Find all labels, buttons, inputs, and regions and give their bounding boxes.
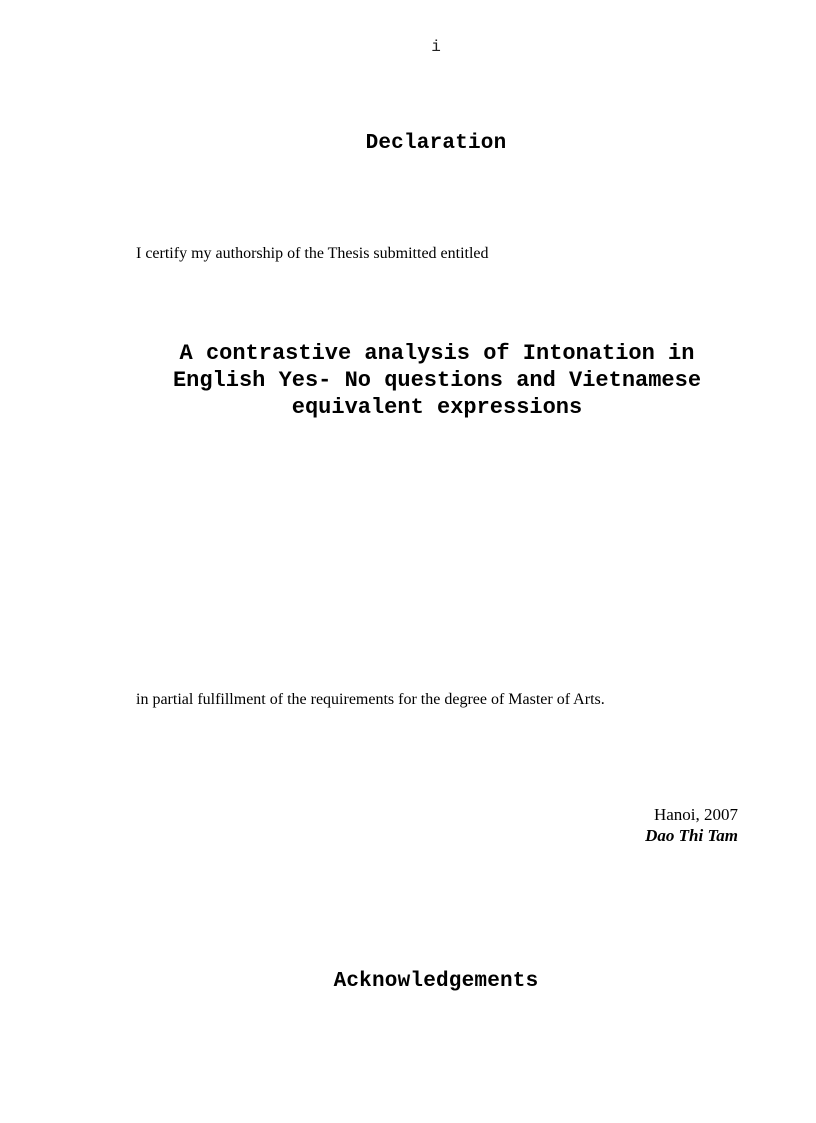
signature-block	[645, 804, 738, 846]
fulfillment-statement: in partial fulfillment of the requirements for the degree of Master of Arts.	[136, 691, 605, 708]
thesis-title: A contrastive analysis of Intonation in English Yes- No questions and Vietnamese equivalent expressions	[172, 341, 702, 420]
place-date: Hanoi, 2007	[653, 805, 738, 824]
acknowledgements-heading: Acknowledgements	[333, 970, 539, 993]
declaration-heading: Declaration	[365, 132, 507, 155]
author-name: Dao Thi Tam	[645, 826, 738, 845]
page-number: i	[431, 38, 441, 56]
certify-statement: I certify my authorship of the Thesis submitted entitled	[136, 245, 489, 262]
